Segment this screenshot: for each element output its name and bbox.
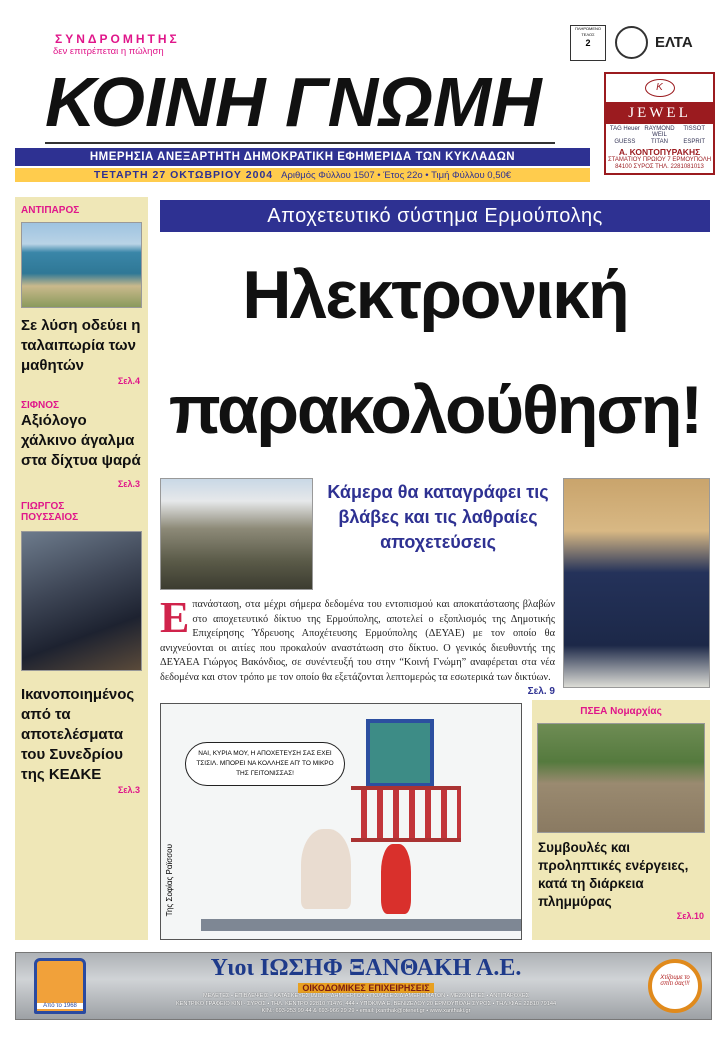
story-kicker: ΑΝΤΙΠΑΡΟΣ bbox=[21, 205, 80, 216]
jewel-owner: Α. ΚΟΝΤΟΠΥΡΑΚΗΣ bbox=[618, 147, 701, 157]
issue-date: ΤΕΤΑΡΤΗ 27 ΟΚΤΩΒΡΙΟΥ 2004 bbox=[93, 169, 274, 181]
ad-slogan: Χτίζουμε το σπίτι σας!!! bbox=[648, 959, 702, 1013]
issue-info: Αριθμός Φύλλου 1507 • Έτος 22ο • Τιμή Φύλλου 0,50€ bbox=[281, 170, 512, 181]
issue-bar bbox=[15, 168, 590, 182]
ad-business: ΟΙΚΟΔΟΜΙΚΕΣ ΕΠΙΧΕΙΡΗΣΕΙΣ bbox=[298, 983, 433, 993]
brand: ESPRIT bbox=[683, 139, 705, 145]
flood-photo bbox=[537, 723, 705, 833]
jewel-name: JEWEL bbox=[606, 102, 713, 124]
brand: RAYMOND WEIL bbox=[644, 126, 675, 138]
jewel-brands bbox=[606, 124, 713, 147]
jewel-ad[interactable] bbox=[604, 72, 715, 175]
director-photo bbox=[563, 478, 710, 688]
sewer-truck-photo bbox=[160, 478, 313, 590]
newspaper-title: ΚΟΙΝΗ ΓΝΩΜΗ bbox=[45, 63, 542, 141]
woman-figure bbox=[381, 844, 411, 914]
sidebar bbox=[15, 197, 148, 940]
permit-number: 2 bbox=[585, 38, 591, 48]
story-headline: Συμβουλές και προληπτικές ενέργειες, κατά τη διάρκεια πλημμύρας bbox=[538, 840, 689, 909]
subscriber-label: ΣΥΝΔΡΟΜΗΤΗΣ bbox=[55, 32, 180, 46]
story-headline: Σε λύση οδεύει η ταλαιπωρία των μαθητών bbox=[21, 317, 141, 374]
balcony-door bbox=[366, 719, 434, 787]
xanthakis-ad[interactable] bbox=[15, 952, 712, 1020]
lead-headline-line2[interactable]: παρακολούθηση! bbox=[168, 372, 702, 448]
story-kicker: ΠΣΕΑ Νομαρχίας bbox=[580, 706, 662, 717]
sidebar-story-sifnos[interactable] bbox=[15, 400, 148, 489]
postage-paid-badge bbox=[570, 25, 606, 61]
brand: TISSOT bbox=[683, 126, 705, 132]
speech-bubble: ΝΑΙ, ΚΥΡΙΑ ΜΟΥ, Η ΑΠΟΧΕΤΕΥΣΗ ΣΑΣ ΕΧΕΙ ΤΣΙΣΙΛ. ΜΠΟΡΕΙ ΝΑ ΚΟΛΛΗΣΕ ΑΠ' ΤΟ ΜΙΚΡΟ ΤΗΣ ΓΕΙΤΟΝΙΣΣΑΣ! bbox=[185, 742, 345, 786]
psea-story[interactable] bbox=[532, 700, 710, 940]
lead-body[interactable] bbox=[160, 593, 555, 700]
ad-company: Υιοι ΙΩΣΗΦ ΞΑΝΘΑΚΗ Α.Ε. bbox=[210, 955, 522, 981]
jewel-address: ΣΤΑΜΑΤΙΟΥ ΠΡΩΙΟΥ 7 ΕΡΜΟΥΠΟΛΗ 84100 ΣΥΡΟΣ ΤΗΛ. 2281081013 bbox=[607, 157, 712, 170]
beach-photo bbox=[21, 222, 142, 308]
story-headline: Ικανοποιημένος από τα αποτελέσματα του Συνεδρίου της ΚΕΔΚΕ bbox=[21, 686, 135, 783]
house-logo-icon bbox=[34, 958, 86, 1014]
brand: TAG Heuer bbox=[609, 126, 640, 132]
since-label: Από το 1968 bbox=[37, 1003, 83, 1009]
lead-subheading: Κάμερα θα καταγράφει τις βλάβες και τις λαθραίες αποχετεύσεις bbox=[327, 482, 549, 552]
elta-logo: ΕΛΤΑ bbox=[655, 34, 693, 51]
page-ref: Σελ.4 bbox=[117, 376, 140, 386]
story-kicker: ΓΙΩΡΓΟΣ ΠΟΥΣΣΑΙΟΣ bbox=[21, 501, 79, 523]
permit-title: ΠΛΗΡΩΜΕΝΟ ΤΕΛΟΣ bbox=[574, 26, 602, 37]
story-kicker: ΣΙΦΝΟΣ bbox=[21, 400, 59, 411]
sidebar-story-poussaios[interactable] bbox=[15, 501, 148, 795]
story-headline: Αξιόλογο χάλκινο άγαλμα στα δίχτυα ψαρά bbox=[21, 412, 141, 469]
brand: GUESS bbox=[614, 139, 636, 145]
ad-services: ΜΕΛΕΤΕΣ • ΕΠΙΒΛΕΨΕΙΣ • ΚΑΤΑΣΚΕΥΕΣ ΙΔΙΩΤ. - ΔΗΜ. ΕΡΓΩΝ • ΠΩΛΗΣΕΙΣ ΔΙΑΜΕΡΙΣΜΑΤΩΝ • ΜΕΖΟΝΕΤΕΣ • ΑΝΤΙΠΑΡΟΧΕΣ bbox=[202, 993, 530, 999]
lead-banner: Αποχετευτικό σύστημα Ερμούπολης bbox=[160, 200, 710, 232]
ad-office: ΚΕΝΤΡΙΚΟ ΓΡΑΦΕΙΟ ΚΙΝΙ - ΣΥΡΟΣ • ΤΗΛ. ΚΕΝΤΡΟ 22810 71476, 444 • ΥΠΟΚ/ΜΑ Ε. ΒΕΝΙΖΕΛΟΥ 20 ΕΡΜΟΥΠΟΛΗ ΣΥΡΟΣ • ΤΗΛ./ΦΑΞ 22810 79144 bbox=[175, 1000, 557, 1007]
page-ref: Σελ.3 bbox=[117, 785, 140, 795]
tagline: ΗΜΕΡΗΣΙΑ ΑΝΕΞΑΡΤΗΤΗ ΔΗΜΟΚΡΑΤΙΚΗ ΕΦΗΜΕΡΙΔΑ ΤΩΝ ΚΥΚΛΑΔΩΝ bbox=[15, 148, 590, 166]
seal-icon bbox=[615, 26, 648, 59]
brand: TITAN bbox=[651, 139, 668, 145]
balcony-railing bbox=[351, 786, 461, 842]
jewel-monogram: K bbox=[645, 79, 675, 97]
portrait-photo bbox=[21, 531, 142, 671]
pavement bbox=[201, 919, 521, 931]
no-sale-note: δεν επιτρέπεται η πώληση bbox=[53, 46, 164, 57]
worker-figure bbox=[301, 829, 351, 909]
page-ref: Σελ.3 bbox=[117, 479, 140, 489]
ad-contact: ΚΙΝ.: 693-253 99 44 & 693-966 29 29 • email: jxanthak@otenet.gr • www.xanthaki.gr bbox=[261, 1008, 471, 1014]
cartoon-credit: Της Σοφίας Ραϊσσου bbox=[165, 844, 174, 917]
sidebar-story-antiparos[interactable] bbox=[15, 197, 148, 386]
lead-body-text: πανάσταση, στα μέχρι σήμερα δεδομένα του εντοπισμού και αποκατάστασης βλαβών στο αποχετευτικό δίκτυο της Ερμούπολης, αποτελεί ο εξοπλισμός της Δημοτικής Επιχείρησης Ύδρευσης Αποχέτευσης Ερμούπολης (ΔΕΥΑΕ) με τον οποίο θα ανιχνεύονται οι αιτίες που προκαλούν αναστάτωση στο δίκτυο. Ο γενικός διευθυντής της ΔΕΥΑΕΑ Γιώργος Βακόνδιος, σε συνέντευξή του στην “Κοινή Γνώμη” αναφέρεται στα νέα δεδομένα και στον τρόπο με τον οποίο θα εξετάζονται λεπτομερώς τα εσωτερικά των δικτύων. bbox=[160, 599, 555, 683]
page-ref: Σελ. 9 bbox=[527, 686, 555, 697]
page-ref: Σελ.10 bbox=[676, 911, 704, 921]
masthead-divider bbox=[45, 142, 555, 144]
drop-cap: Ε bbox=[160, 593, 190, 642]
lead-headline-line1[interactable]: Ηλεκτρονική bbox=[242, 257, 628, 333]
cartoon bbox=[160, 703, 522, 940]
